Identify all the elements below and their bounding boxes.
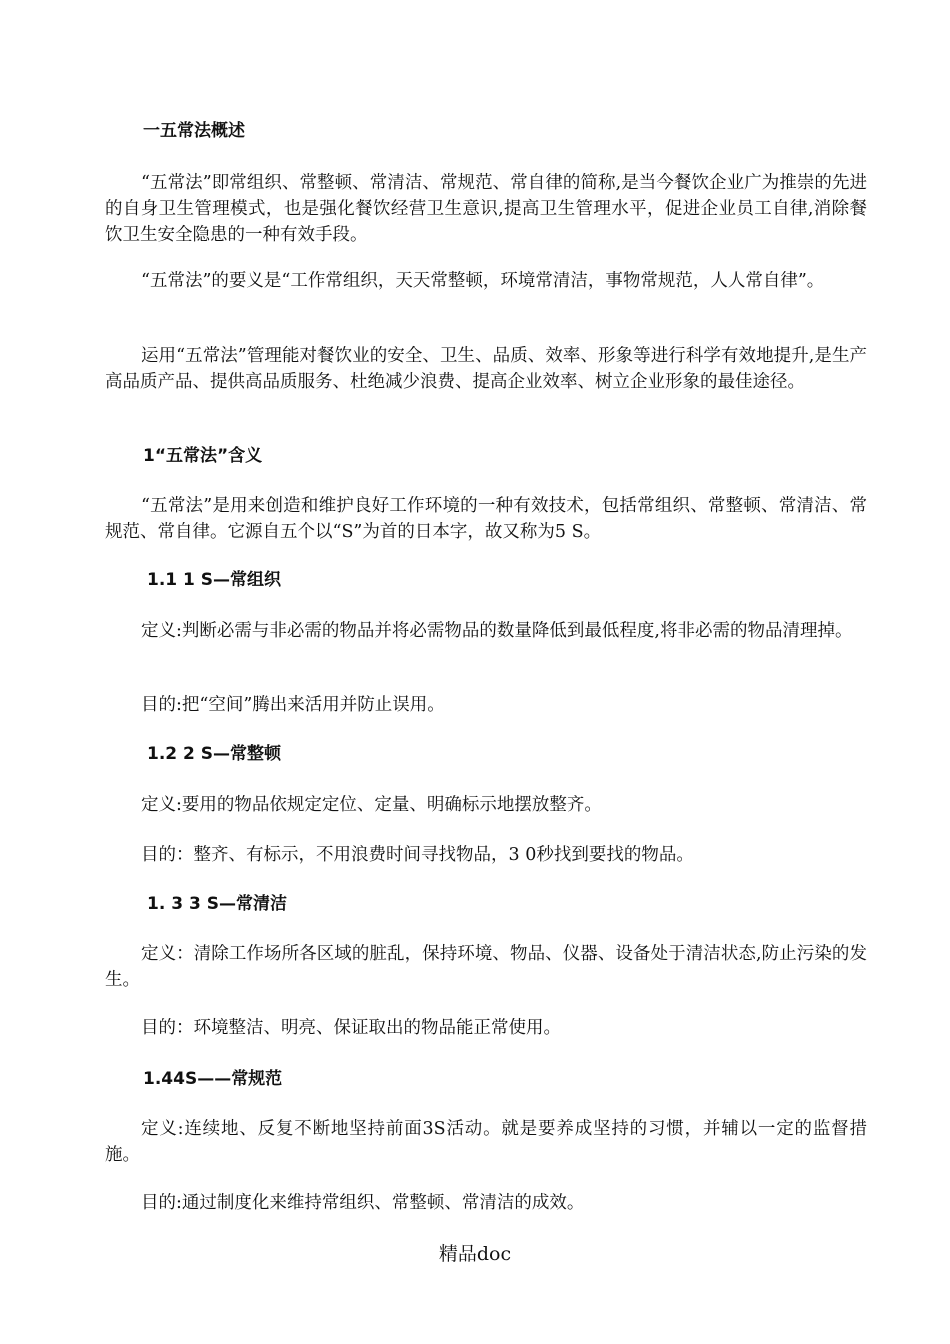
paragraph-essence: “五常法”的要义是“工作常组织，天天常整顿，环境常清洁，事物常规范，人人常自律”。 <box>141 271 825 291</box>
subsection-heading-s1: 1.1 1 S—常组织 <box>147 570 282 590</box>
subsection-heading-s2: 1.2 2 S—常整顿 <box>147 744 282 764</box>
paragraph-definition: “五常法”即常组织、常整顿、常清洁、常规范、常自律的简称,是当今餐饮企业广为推崇的先进的自身卫生管理模式，也是强化餐饮经营卫生意识,提高卫生管理水平，促进企业员工自律,消除餐饮卫生安全隐患的一种有效手段。 <box>105 173 867 245</box>
page-footer: 精品doc <box>438 1243 512 1265</box>
s1-goal: 目的:把“空间”腾出来活用并防止误用。 <box>141 695 445 715</box>
s2-goal: 目的：整齐、有标示，不用浪费时间寻找物品，3 0秒找到要找的物品。 <box>141 845 694 865</box>
paragraph-application: 运用“五常法”管理能对餐饮业的安全、卫生、品质、效率、形象等进行科学有效地提升,是生产高品质产品、提供高品质服务、杜绝减少浪费、提高企业效率、树立企业形象的最佳途径。 <box>105 346 867 392</box>
s3-definition: 定义：清除工作场所各区域的脏乱，保持环境、物品、仪器、设备处于清洁状态,防止污染的发生。 <box>105 944 867 990</box>
s4-goal: 目的:通过制度化来维持常组织、常整顿、常清洁的成效。 <box>141 1193 585 1213</box>
s3-goal: 目的：环境整洁、明亮、保证取出的物品能正常使用。 <box>141 1018 561 1038</box>
subsection-heading-s3: 1. 3 3 S—常清洁 <box>147 894 287 914</box>
section-heading-overview: 一五常法概述 <box>143 121 245 141</box>
paragraph-meaning: “五常法”是用来创造和维护良好工作环境的一种有效技术，包括常组织、常整顿、常清洁、常规范、常自律。它源自五个以“S”为首的日本字，故又称为5 S。 <box>105 496 867 542</box>
s4-definition: 定义:连续地、反复不断地坚持前面3S活动。就是要养成坚持的习惯，并辅以一定的监督措施。 <box>105 1119 867 1165</box>
subsection-heading-s4: 1.44S——常规范 <box>143 1069 283 1089</box>
s1-definition: 定义:判断必需与非必需的物品并将必需物品的数量降低到最低程度,将非必需的物品清理掉。 <box>141 621 853 641</box>
section-heading-meaning: 1“五常法”含义 <box>143 446 263 466</box>
s2-definition: 定义:要用的物品依规定定位、定量、明确标示地摆放整齐。 <box>141 795 602 815</box>
